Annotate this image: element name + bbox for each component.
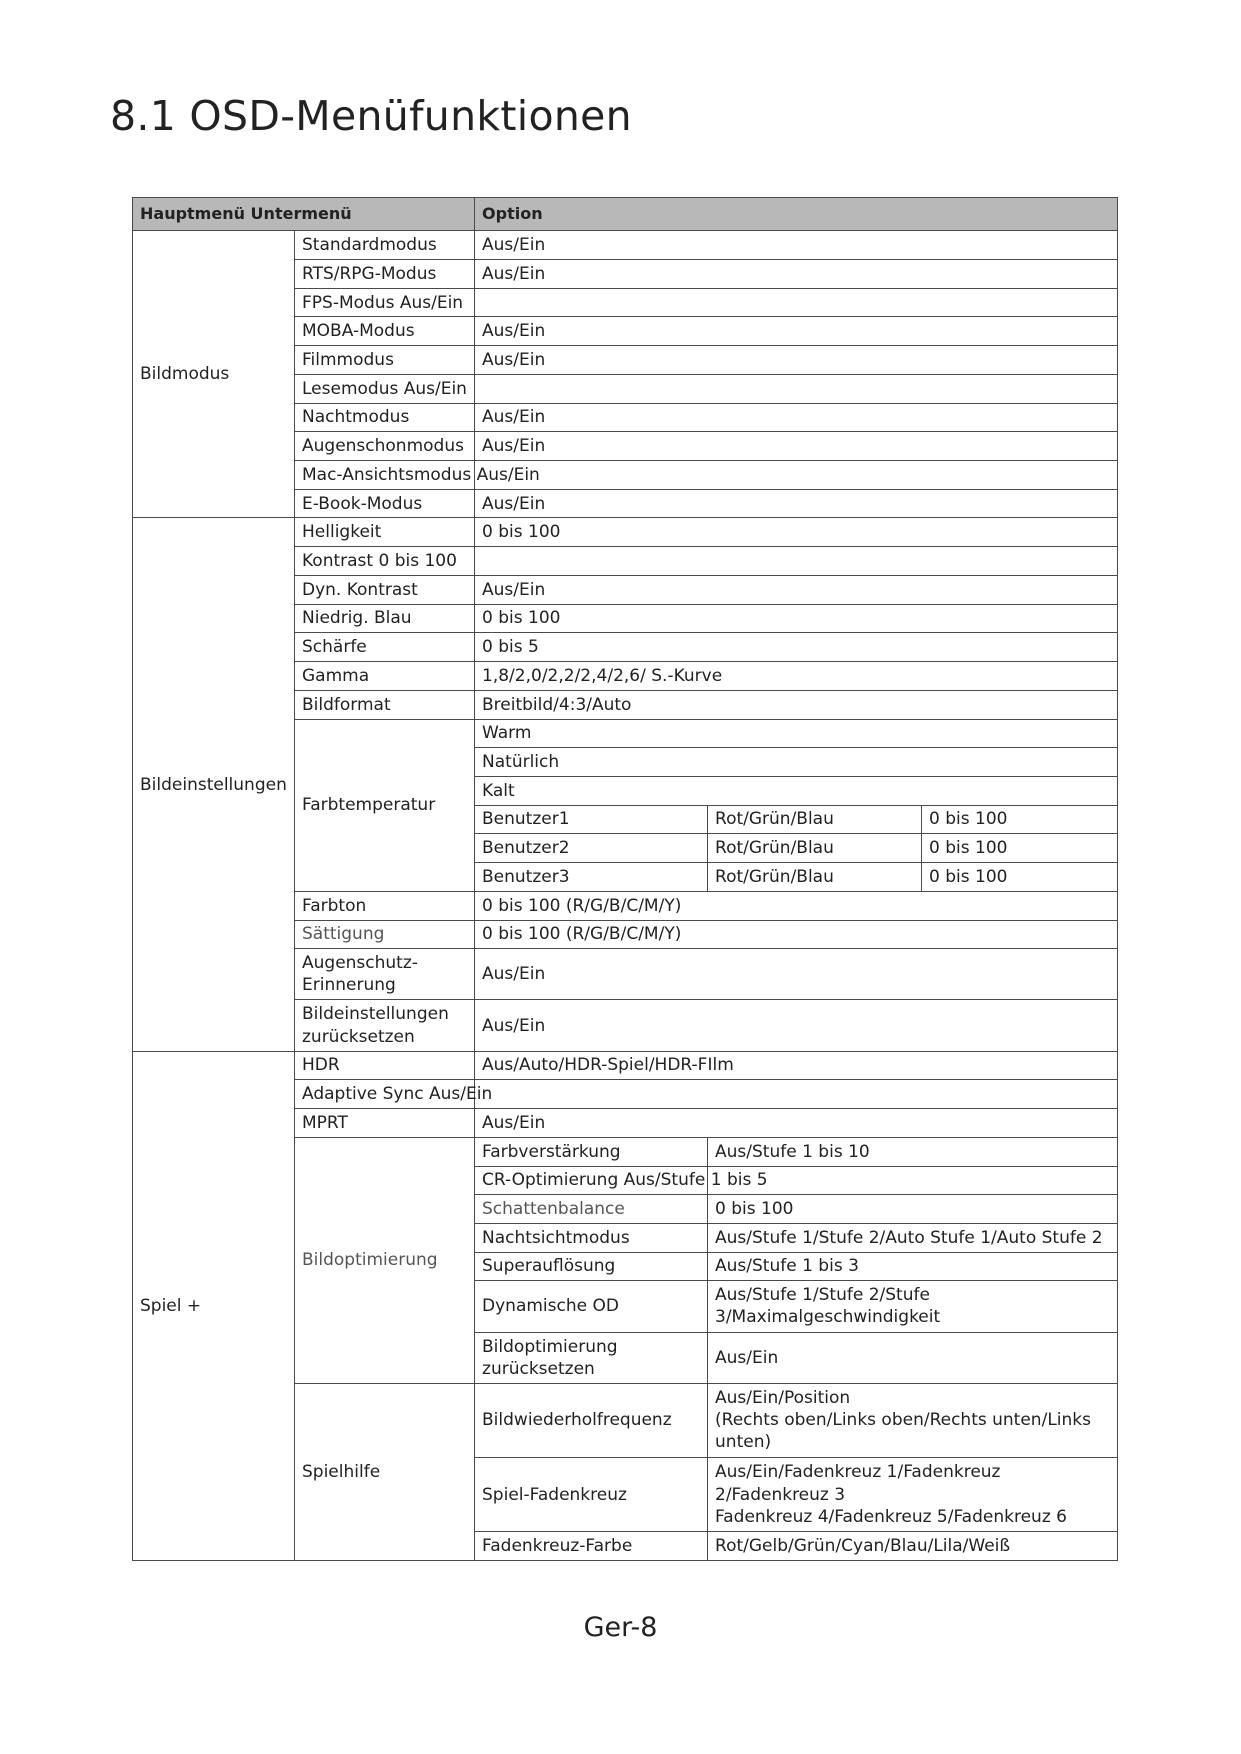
option-name: CR-Optimierung Aus/Stufe 1 bis 5 xyxy=(475,1166,708,1195)
option-cell: Aus/Auto/HDR-Spiel/HDR-FIlm xyxy=(475,1051,1118,1080)
option-name: Dynamische OD xyxy=(475,1281,708,1332)
table-row xyxy=(133,198,1118,231)
user-range: 0 bis 100 xyxy=(922,805,1118,834)
user-preset: Benutzer2 xyxy=(475,834,708,863)
option-cell: 0 bis 100 (R/G/B/C/M/Y) xyxy=(475,891,1118,920)
option-cell: Aus/Ein xyxy=(475,1000,1118,1051)
submenu-cell: RTS/RPG-Modus xyxy=(295,260,475,289)
user-channels: Rot/Grün/Blau xyxy=(708,863,922,892)
option-cell: Natürlich xyxy=(475,748,1118,777)
submenu-cell: Augenschutz- Erinnerung xyxy=(295,949,475,1000)
submenu-cell: Lesemodus Aus/Ein xyxy=(295,374,475,403)
option-value: Rot/Gelb/Grün/Cyan/Blau/Lila/Weiß xyxy=(708,1532,1118,1561)
option-cell: Aus/Ein xyxy=(475,403,1118,432)
option-value: Aus/Ein xyxy=(708,1332,1118,1383)
option-name: Bildwiederholfrequenz xyxy=(475,1383,708,1457)
user-range: 0 bis 100 xyxy=(922,834,1118,863)
submenu-cell: Bildformat xyxy=(295,690,475,719)
option-cell: 1,8/2,0/2,2/2,4/2,6/ S.-Kurve xyxy=(475,662,1118,691)
table-row xyxy=(133,518,1118,547)
option-name: Nachtsichtmodus xyxy=(475,1223,708,1252)
submenu-cell: Schärfe xyxy=(295,633,475,662)
page-footer: Ger-8 xyxy=(583,1612,658,1643)
submenu-cell: MPRT xyxy=(295,1109,475,1138)
submenu-cell: Niedrig. Blau xyxy=(295,604,475,633)
option-name: Schattenbalance xyxy=(475,1195,708,1224)
option-value: Aus/Ein/Fadenkreuz 1/Fadenkreuz 2/Fadenkreuz 3 Fadenkreuz 4/Fadenkreuz 5/Fadenkreuz 6 xyxy=(708,1457,1118,1531)
option-cell xyxy=(475,461,1118,490)
option-value: Aus/Ein/Position (Rechts oben/Links oben/Rechts unten/Links unten) xyxy=(708,1383,1118,1457)
option-cell: Aus/Ein xyxy=(475,489,1118,518)
option-cell: Aus/Ein xyxy=(475,949,1118,1000)
submenu-cell: Helligkeit xyxy=(295,518,475,547)
submenu-bildoptimierung: Bildoptimierung xyxy=(295,1137,475,1383)
option-cell: 0 bis 100 xyxy=(475,518,1118,547)
user-channels: Rot/Grün/Blau xyxy=(708,834,922,863)
option-cell: Aus/Ein xyxy=(475,575,1118,604)
submenu-cell: FPS-Modus Aus/Ein xyxy=(295,288,475,317)
submenu-cell: HDR xyxy=(295,1051,475,1080)
submenu-cell: Filmmodus xyxy=(295,346,475,375)
option-cell: Aus/Ein xyxy=(475,432,1118,461)
submenu-cell: Bildeinstellungen zurücksetzen xyxy=(295,1000,475,1051)
main-menu-bildmodus: Bildmodus xyxy=(133,231,295,518)
page-title: 8.1 OSD-Menüfunktionen xyxy=(110,92,632,140)
header-option: Option xyxy=(475,198,1118,231)
submenu-cell: Augenschonmodus xyxy=(295,432,475,461)
submenu-cell: Mac-Ansichtsmodus Aus/Ein xyxy=(295,461,475,490)
option-cell: 0 bis 100 (R/G/B/C/M/Y) xyxy=(475,920,1118,949)
submenu-cell: Dyn. Kontrast xyxy=(295,575,475,604)
option-cell: Kalt xyxy=(475,776,1118,805)
submenu-cell: Gamma xyxy=(295,662,475,691)
submenu-cell: Farbton xyxy=(295,891,475,920)
header-main-sub: Hauptmenü Untermenü xyxy=(133,198,475,231)
option-cell: Aus/Ein xyxy=(475,346,1118,375)
user-preset: Benutzer3 xyxy=(475,863,708,892)
option-name: Fadenkreuz-Farbe xyxy=(475,1532,708,1561)
option-cell xyxy=(475,288,1118,317)
option-value: Aus/Stufe 1/Stufe 2/Auto Stufe 1/Auto Stufe 2 xyxy=(708,1223,1118,1252)
submenu-cell: Adaptive Sync Aus/Ein xyxy=(295,1080,475,1109)
option-value: Aus/Stufe 1 bis 10 xyxy=(708,1137,1118,1166)
submenu-cell: Kontrast 0 bis 100 xyxy=(295,547,475,576)
option-cell: 0 bis 5 xyxy=(475,633,1118,662)
user-range: 0 bis 100 xyxy=(922,863,1118,892)
submenu-cell: Nachtmodus xyxy=(295,403,475,432)
option-cell: 0 bis 100 xyxy=(475,604,1118,633)
osd-menu-table xyxy=(132,197,1118,1561)
main-menu-bildeinstellungen: Bildeinstellungen xyxy=(133,518,295,1051)
user-channels: Rot/Grün/Blau xyxy=(708,805,922,834)
table-row xyxy=(133,231,1118,260)
option-cell: Aus/Ein xyxy=(475,260,1118,289)
option-cell: Aus/Ein xyxy=(475,231,1118,260)
submenu-spielhilfe: Spielhilfe xyxy=(295,1383,475,1560)
option-name: Farbverstärkung xyxy=(475,1137,708,1166)
submenu-cell: Standardmodus xyxy=(295,231,475,260)
option-name: Superauflösung xyxy=(475,1252,708,1281)
option-cell xyxy=(475,1080,1118,1109)
option-name: Bildoptimierung zurücksetzen xyxy=(475,1332,708,1383)
table-row xyxy=(133,1051,1118,1080)
submenu-farbtemperatur: Farbtemperatur xyxy=(295,719,475,891)
option-cell: Aus/Ein xyxy=(475,1109,1118,1138)
user-preset: Benutzer1 xyxy=(475,805,708,834)
option-value xyxy=(708,1166,1118,1195)
submenu-cell: Sättigung xyxy=(295,920,475,949)
option-cell: Breitbild/4:3/Auto xyxy=(475,690,1118,719)
option-value: 0 bis 100 xyxy=(708,1195,1118,1224)
option-cell xyxy=(475,547,1118,576)
submenu-cell: MOBA-Modus xyxy=(295,317,475,346)
option-value: Aus/Stufe 1 bis 3 xyxy=(708,1252,1118,1281)
main-menu-spiel: Spiel + xyxy=(133,1051,295,1560)
option-cell: Aus/Ein xyxy=(475,317,1118,346)
option-name: Spiel-Fadenkreuz xyxy=(475,1457,708,1531)
option-cell: Warm xyxy=(475,719,1118,748)
option-value: Aus/Stufe 1/Stufe 2/Stufe 3/Maximalgeschwindigkeit xyxy=(708,1281,1118,1332)
submenu-cell: E-Book-Modus xyxy=(295,489,475,518)
option-cell xyxy=(475,374,1118,403)
